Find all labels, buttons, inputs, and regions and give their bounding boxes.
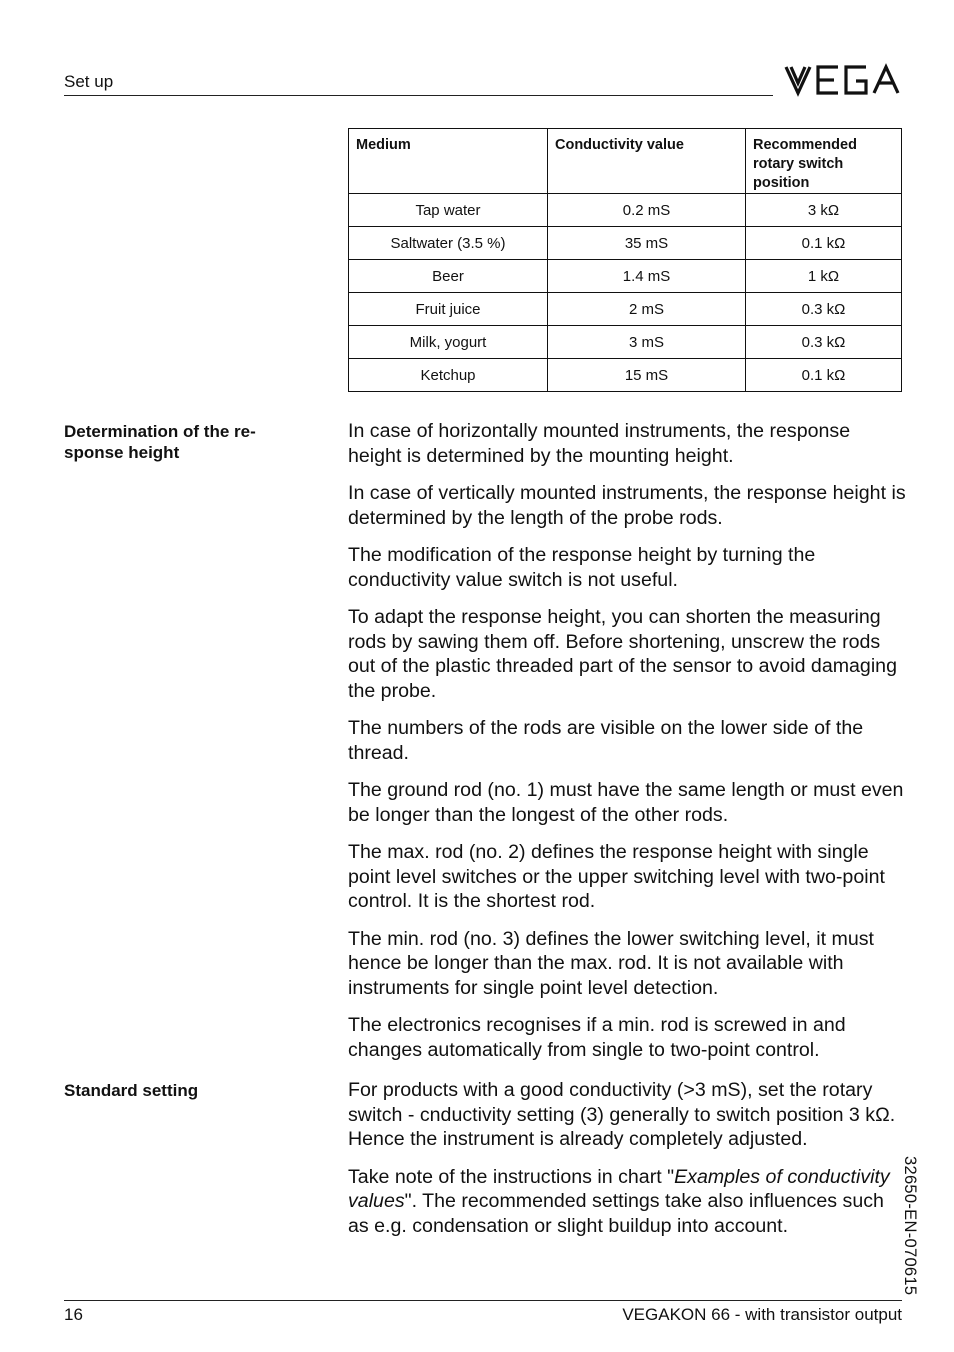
- column-header-medium: Medium: [349, 129, 548, 194]
- table-row: [349, 194, 902, 227]
- column-header-switch-position: Recommended rotary switch position: [746, 129, 902, 194]
- text-run: ". The recommended settings take also influences such as e.g. condensation or slight buildup into account.: [348, 1190, 884, 1237]
- paragraph: The max. rod (no. 2) defines the response height with single point level switches or the upper switching level with two-point control. It is the shortest rod.: [348, 841, 885, 912]
- cell-medium: Ketchup: [349, 359, 548, 392]
- table-row: [349, 260, 902, 293]
- cell-switch-position: 1 kΩ: [746, 260, 902, 293]
- header-divider: [64, 95, 773, 96]
- column-header-conductivity: Conductivity value: [548, 129, 746, 194]
- response-height-body: [348, 419, 908, 1075]
- cell-medium: Saltwater (3.5 %): [349, 227, 548, 260]
- page-number: 16: [64, 1305, 83, 1324]
- response-height-heading: Determination of the re- sponse height: [64, 422, 256, 462]
- document-title: VEGAKON 66 - with transistor output: [622, 1305, 902, 1324]
- cell-medium: Beer: [349, 260, 548, 293]
- cell-conductivity: 35 mS: [548, 227, 746, 260]
- paragraph: In case of vertically mounted instruments, the response height is determined by the length of the probe rods.: [348, 482, 906, 529]
- chart-reference: Examples of conductivity values: [348, 1165, 890, 1212]
- cell-switch-position: 0.1 kΩ: [746, 227, 902, 260]
- cell-conductivity: 3 mS: [548, 326, 746, 359]
- standard-setting-body: [348, 1078, 908, 1251]
- cell-switch-position: 0.3 kΩ: [746, 326, 902, 359]
- paragraph: For products with a good conductivity (>3 mS), set the rotary switch - cnductivity setting (3) generally to switch position 3 kΩ. Hence the instrument is already completely adjusted.: [348, 1079, 896, 1150]
- table-header-row: [349, 129, 902, 194]
- table-row: [349, 227, 902, 260]
- cell-switch-position: 0.3 kΩ: [746, 293, 902, 326]
- cell-conductivity: 2 mS: [548, 293, 746, 326]
- cell-switch-position: 0.1 kΩ: [746, 359, 902, 392]
- table-row: [349, 293, 902, 326]
- vega-logo: [782, 62, 902, 98]
- paragraph: The min. rod (no. 3) defines the lower switching level, it must hence be longer than the max. rod. It is not available with instruments for single point level detection.: [348, 927, 874, 999]
- paragraph: The modification of the response height by turning the conductivity value switch is not useful.: [348, 544, 816, 591]
- standard-setting-heading: Standard setting: [64, 1081, 199, 1100]
- paragraph: The electronics recognises if a min. rod is screwed in and changes automatically from single to two-point control.: [348, 1014, 846, 1061]
- cell-conductivity: 1.4 mS: [548, 260, 746, 293]
- document-code: 32650-EN-070615: [901, 1156, 919, 1296]
- text-run: Take note of the instructions in chart ": [348, 1165, 675, 1188]
- paragraph: In case of horizontally mounted instruments, the response height is determined by the mounting height.: [348, 420, 851, 467]
- table-row: [349, 326, 902, 359]
- conductivity-table: [348, 128, 902, 392]
- paragraph: [348, 1165, 908, 1239]
- paragraph: To adapt the response height, you can shorten the measuring rods by sawing them off. Before shortening, unscrew the rods out of the plastic threaded part of the sensor to avoid damaging the probe.: [348, 606, 897, 702]
- paragraph: The ground rod (no. 1) must have the same length or must even be longer than the longest of the other rods.: [348, 779, 904, 826]
- cell-switch-position: 3 kΩ: [746, 194, 902, 227]
- cell-conductivity: 0.2 mS: [548, 194, 746, 227]
- cell-medium: Milk, yogurt: [349, 326, 548, 359]
- cell-medium: Tap water: [349, 194, 548, 227]
- cell-conductivity: 15 mS: [548, 359, 746, 392]
- paragraph: The numbers of the rods are visible on the lower side of the thread.: [348, 717, 864, 764]
- table-row: [349, 359, 902, 392]
- cell-medium: Fruit juice: [349, 293, 548, 326]
- footer-divider: [64, 1300, 902, 1301]
- page-section-header: Set up: [64, 72, 114, 91]
